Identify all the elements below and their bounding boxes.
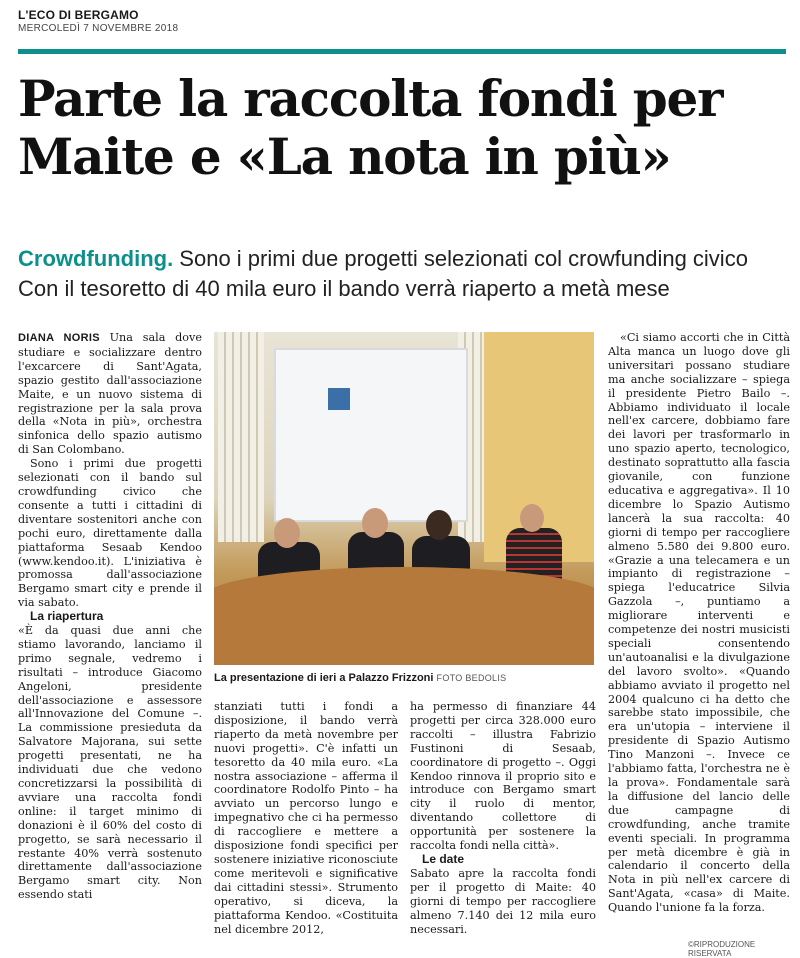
screen-logo-icon xyxy=(328,388,350,410)
photo-caption-text: La presentazione di ieri a Palazzo Frizzoni xyxy=(214,672,434,684)
column-4-paragraph-1: «Ci siamo accorti che in Città Alta manca un luogo dove gli universitari possano studiare ma anche socializzare – spiega il presidente Pietro Bailo –. Abbiamo individuato il locale nell'ex carcere, dobbiamo fare dei lavori per trasformarlo in uno spazio aperto, tecnologico, destinato soprattutto alla fascia giovanile, con funzione educativa e aggregativa». Il 10 dicembre lo Spazio Autismo lancerà la sua raccolta: 40 giorni di tempo per raccogliere almeno 5.580 dei 9.800 euro. «Grazie a una telecamera e un impianto di registrazione – spiega l'educatrice Silvia Gazzola –, puntiamo a migliorare interventi e competenze dei nostri musicisti speciali consentendo un'autoanalisi e la divulgazione del lavoro svolto». «Quando abbiamo avviato il progetto nel 2004 qualcuno ci ha detto che sarebbe stato impossibile, che era un'utopia – interviene il presidente di Spazio Autismo Tino Manzoni –. Invece ce l'abbiamo fatta, l'orchestra ne è la prova». Fondamentale sarà la diffusione del lancio delle due campagne di crowdfunding, anche tramite eventi speciali. In programma per metà dicembre è già in calendario il concerto della Nota in più nell'ex carcere di Sant'Agata, «casa» di Maite. Quando l'unione fa la forza. xyxy=(608,331,790,915)
copyright-notice: ©RIPRODUZIONE RISERVATA xyxy=(688,940,756,958)
column-1-paragraph-2: Sono i primi due progetti selezionati con il bando sul crowdfunding civico che consente a tutti i cittadini di diventare sostenitori anche con pochi euro, direttamente dalla piattaforma Sesaab Kendoo (www.kendoo.it). L'iniziativa è promossa dall'associazione Bergamo smart city e prende il via sabato. xyxy=(18,457,202,610)
subhead-line1: Sono i primi due progetti selezionati col crowfunding civico xyxy=(173,246,748,271)
speaker-4-head xyxy=(520,504,544,532)
section-title-date: Le date xyxy=(422,851,465,866)
photo-credit: FOTO BEDOLIS xyxy=(436,673,507,683)
speaker-1-head xyxy=(274,518,300,548)
column-2 xyxy=(214,700,398,936)
subhead-line2: Con il tesoretto di 40 mila euro il bando verrà riaperto a metà mese xyxy=(18,276,670,301)
column-1-paragraph-1: Una sala dove studiare e socializzare dentro l'excarcere di Sant'Agata, spazio gestito dall'associazione Maite, e un nuovo sistema di registrazione per la sala prova della «Nota in più», orchestra sinfonica dello spazio autismo di San Colombano. xyxy=(18,331,202,457)
byline: DIANA NORIS xyxy=(18,332,100,344)
section-title-riapertura: La riapertura xyxy=(30,609,104,624)
subhead-kicker: Crowdfunding. xyxy=(18,246,174,271)
speaker-3-head xyxy=(426,510,452,540)
photo-window-left xyxy=(218,332,264,542)
column-1 xyxy=(18,331,202,902)
column-3 xyxy=(410,700,596,936)
newspaper-name: L'ECO DI BERGAMO xyxy=(18,8,139,22)
projection-screen xyxy=(274,348,468,522)
column-1-paragraph-3: «È da quasi due anni che stiamo lavorando, lanciamo il primo segnale, vedremo i risultati – introduce Giacomo Angeloni, presidente dell'associazione e assessore all'Innovazione del Comune –. La commissione presieduta da Salvatore Majorana, sui sette progetti presentati, ne ha individuati due che vedono concretizzarsi la possibilità di avviare una raccolta fondi online: il target minimo di donazioni è il 60% del costo di progetto, se sarà necessario il restante 40% verrà sostenuto direttamente dall'associazione Bergamo smart city. Non essendo stati xyxy=(18,624,202,902)
article-photo xyxy=(214,332,594,665)
article-headline: Parte la raccolta fondi per Maite e «La nota in più» xyxy=(18,69,723,186)
column-2-paragraph-1: stanziati tutti i fondi a disposizione, il bando verrà riaperto da metà novembre per nuovi progetti». C'è infatti un tesoretto da 40 mila euro. «La nostra associazione – afferma il coordinatore Rodolfo Pinto – ha avviato un percorso lungo e impegnativo che ci ha permesso di raccogliere e mettere a disposizione fondi specifici per sostenere iniziative riconosciute come meritevoli e significative dai cittadini stessi». Strumento operativo, si diceva, la piattaforma Kendoo. «Costituita nel dicembre 2012, xyxy=(214,700,398,936)
masthead xyxy=(18,8,178,34)
speaker-2-head xyxy=(362,508,388,538)
column-3-paragraph-1: ha permesso di finanziare 44 progetti per circa 328.000 euro raccolti – illustra Fabrizio Fustinoni di Sesaab, coordinatore di progetto –. Oggi Kendoo rinnova il proprio sito e introduce con Bergamo smart city il ruolo di mentor, diventando collettore di opportunità per sostenere la raccolta fondi nella città». xyxy=(410,700,596,853)
photo-caption xyxy=(214,672,604,684)
header-rule xyxy=(18,49,786,54)
article-subhead xyxy=(18,244,798,304)
issue-date: MERCOLEDÌ 7 NOVEMBRE 2018 xyxy=(18,23,179,34)
column-4 xyxy=(608,331,790,915)
conference-table xyxy=(214,567,594,665)
column-3-paragraph-2: Sabato apre la raccolta fondi per il progetto di Maite: 40 giorni di tempo per raccogliere almeno 7.140 dei 12 mila euro necessari. xyxy=(410,866,596,936)
